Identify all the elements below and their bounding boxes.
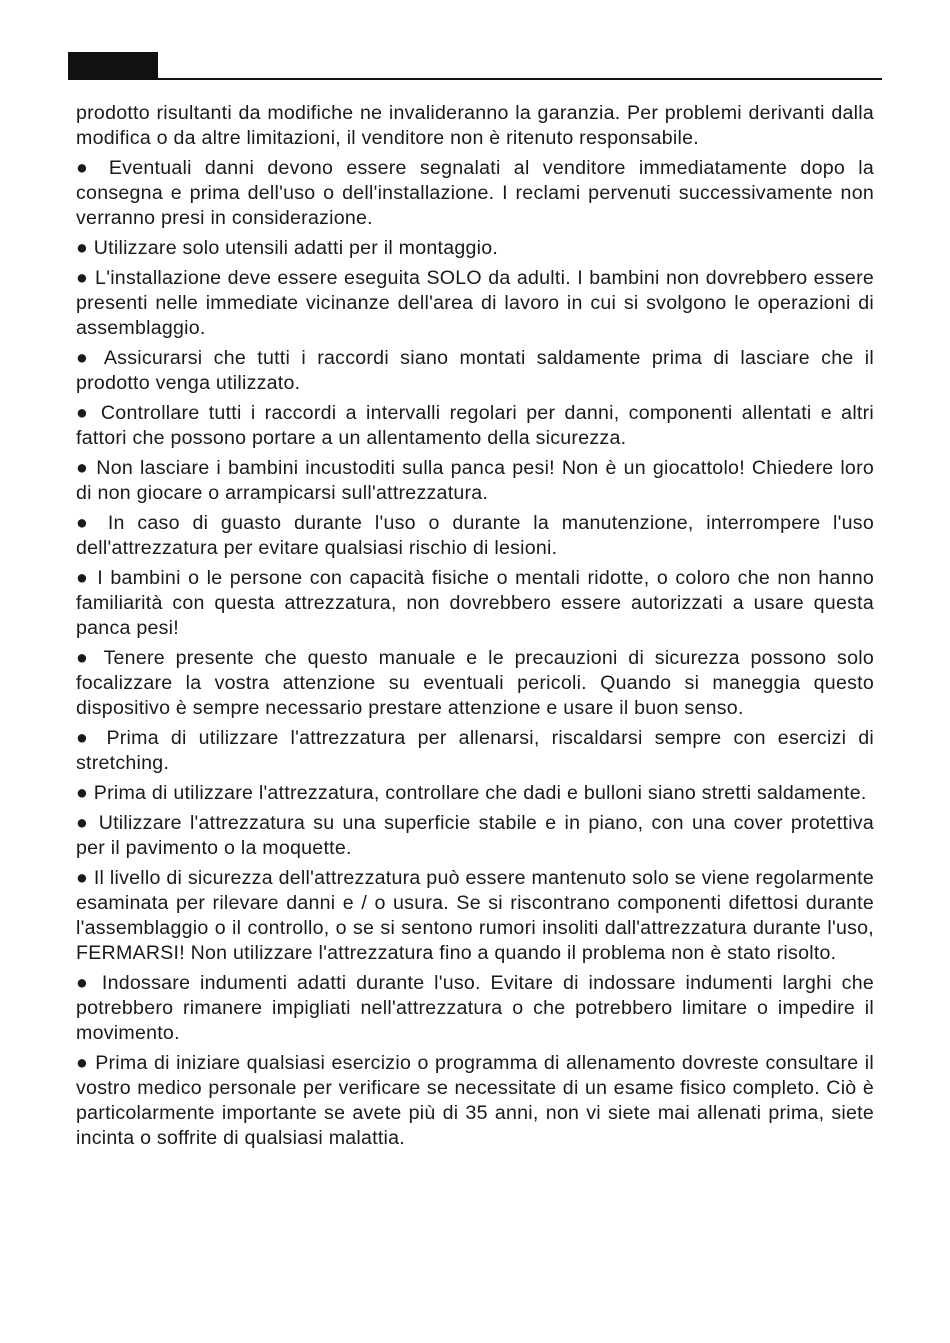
paragraph-suitable-tools: ● Utilizzare solo utensili adatti per il montaggio. <box>76 237 499 259</box>
paragraph-clothing: ● Indossare indumenti adatti durante l'uso. Evitare di indossare indumenti larghi che potrebbero rimanere impigliati nell'attrezzatura o che potrebbero limitare o impedire il movimento. <box>76 972 874 1044</box>
paragraph-common-sense: ● Tenere presente che questo manuale e le precauzioni di sicurezza possono solo focalizzare la vostra attenzione su eventuali pericoli. Quando si maneggia questo dispositivo è sempre necessario prestare attenzione e usare il buon senso. <box>76 647 874 719</box>
header-rule <box>68 78 882 80</box>
paragraph-adult-installation: ● L'installazione deve essere eseguita SOLO da adulti. I bambini non dovrebbero essere presenti nelle immediate vicinanze dell'area di lavoro in cui si svolgono le operazioni di assemblaggio. <box>76 267 874 339</box>
paragraph-malfunction: ● In caso di guasto durante l'uso o durante la manutenzione, interrompere l'uso dell'attrezzatura per evitare qualsiasi rischio di lesioni. <box>76 512 874 559</box>
paragraph-warm-up: ● Prima di utilizzare l'attrezzatura per allenarsi, riscaldarsi sempre con esercizi di stretching. <box>76 727 874 774</box>
paragraph-reduced-capacity: ● I bambini o le persone con capacità fisiche o mentali ridotte, o coloro che non hanno familiarità con questa attrezzatura, non dovrebbero essere autorizzati a usare questa panca pesi! <box>76 567 874 639</box>
header-tab-block <box>68 52 158 80</box>
safety-instructions-text <box>76 101 874 1156</box>
paragraph-report-damage: ● Eventuali danni devono essere segnalati al venditore immediatamente dopo la consegna e prima dell'uso o dell'installazione. I reclami pervenuti successivamente non verranno presi in considerazione. <box>76 157 874 229</box>
paragraph-stable-surface: ● Utilizzare l'attrezzatura su una superficie stabile e in piano, con una cover protettiva per il pavimento o la moquette. <box>76 812 874 859</box>
paragraph-nuts-bolts: ● Prima di utilizzare l'attrezzatura, controllare che dadi e bulloni siano stretti saldamente. <box>76 782 867 804</box>
paragraph-children-unattended: ● Non lasciare i bambini incustoditi sulla panca pesi! Non è un giocattolo! Chiedere loro di non giocare o arrampicarsi sull'attrezzatura. <box>76 457 874 504</box>
paragraph-secure-fittings: ● Assicurarsi che tutti i raccordi siano montati saldamente prima di lasciare che il prodotto venga utilizzato. <box>76 347 874 394</box>
paragraph-warranty-continued: prodotto risultanti da modifiche ne invalideranno la garanzia. Per problemi derivanti dalla modifica o da altre limitazioni, il venditore non è ritenuto responsabile. <box>76 102 874 149</box>
paragraph-check-fittings: ● Controllare tutti i raccordi a intervalli regolari per danni, componenti allentati e altri fattori che possono portare a un allentamento della sicurezza. <box>76 402 874 449</box>
paragraph-inspection: ● Il livello di sicurezza dell'attrezzatura può essere mantenuto solo se viene regolarmente esaminata per rilevare danni e / o usura. Se si riscontrano componenti difettosi durante l'assemblaggio o il controllo, o se si sentono rumori insoliti dall'attrezzatura durante l'uso, FERMARSI! Non utilizzare l'attrezzatura fino a quando il problema non è stato risolto. <box>76 867 874 964</box>
paragraph-consult-doctor: ● Prima di iniziare qualsiasi esercizio o programma di allenamento dovreste consultare il vostro medico personale per verificare se necessitate di un esame fisico completo. Ciò è particolarmente importante se avete più di 35 anni, non vi siete mai allenati prima, siete incinta o soffrite di qualsiasi malattia. <box>76 1052 874 1149</box>
